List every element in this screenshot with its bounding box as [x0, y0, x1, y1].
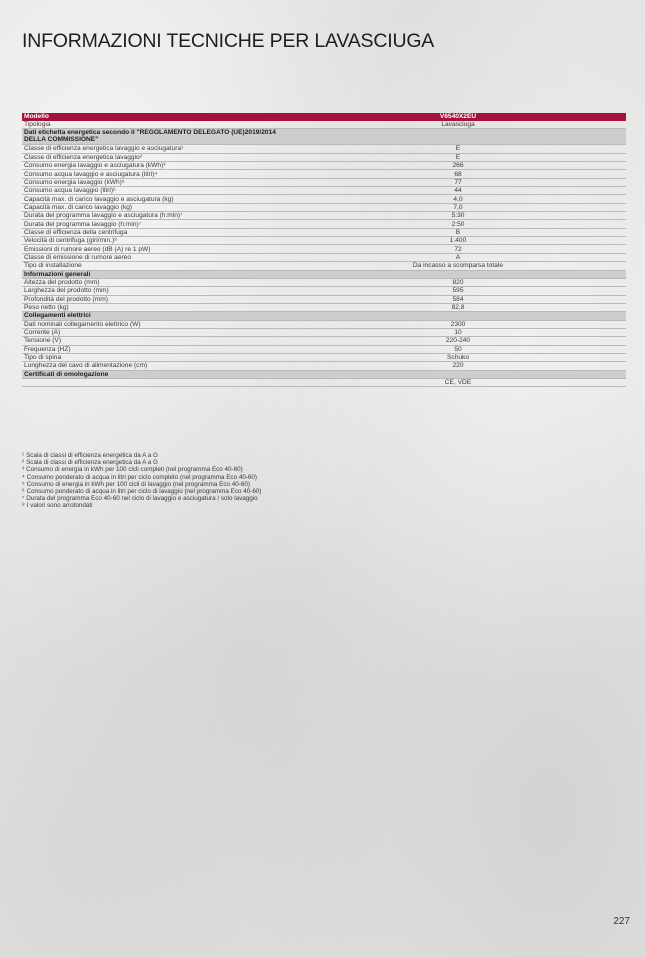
table-row [22, 228, 626, 236]
table-row [22, 320, 626, 328]
table-row [22, 353, 626, 361]
section-certificates [22, 370, 626, 378]
table-row [22, 253, 626, 261]
row-label: Capacità max. di carico lavaggio (kg) [22, 203, 290, 211]
footnote-mark: ² [22, 459, 25, 467]
footnote [22, 495, 382, 502]
row-label: Durata del programma lavaggio (h:min)⁷ [22, 220, 290, 228]
row-value: 7,0 [290, 203, 626, 211]
row-value: 2300 [290, 320, 626, 328]
row-value: Da incasso a scomparsa totale [290, 262, 626, 270]
model-label: Modello [22, 113, 290, 121]
table-row [22, 337, 626, 345]
table-row [22, 178, 626, 186]
row-label: Classe di efficienza energetica lavaggio² [22, 153, 290, 161]
row-value: 10 [290, 328, 626, 336]
row-value: A [290, 253, 626, 261]
footnote [22, 474, 382, 481]
table-row [22, 328, 626, 336]
row-label: Consumo acqua lavaggio e asciugatura (litri)⁴ [22, 170, 290, 178]
footnote-mark: ⁵ [22, 480, 25, 488]
row-label: Corrente (A) [22, 328, 290, 336]
row-label: Larghezza del prodotto (mm) [22, 287, 290, 295]
row-label: Frequenza (HZ) [22, 345, 290, 353]
row-label: Tipologia [22, 121, 290, 129]
section-heading: Collegamenti elettrici [22, 312, 290, 320]
footnotes [22, 452, 382, 510]
table-row [22, 195, 626, 203]
row-label: Lunghezza del cavo di alimentazione (cm) [22, 362, 290, 370]
section-heading: Dati etichetta energetica secondo il "REGOLAMENTO DELEGATO (UE)2019/2014 DELLA COMMISSIONE" [22, 129, 290, 145]
row-label: Classe di efficienza energetica lavaggio e asciugatura¹ [22, 145, 290, 153]
row-value: 4,0 [290, 195, 626, 203]
section-heading: Certificati di omologazione [22, 370, 290, 378]
row-label: Capacità max. di carico lavaggio e asciugatura (kg) [22, 195, 290, 203]
row-value: 77 [290, 178, 626, 186]
table-row [22, 237, 626, 245]
table-row [22, 345, 626, 353]
section-heading: Informazioni generali [22, 270, 290, 278]
row-value: 82,8 [290, 303, 626, 311]
row-value: 266 [290, 162, 626, 170]
table-row [22, 203, 626, 211]
row-value: 820 [290, 278, 626, 286]
row-value: 1.400 [290, 237, 626, 245]
footnote-mark: ⁷ [22, 495, 25, 503]
footnote-text: Durata del programma Eco 40-60 nel ciclo di lavaggio e asciugatura / solo lavaggio [26, 495, 258, 503]
row-value: 44 [290, 187, 626, 195]
model-value: V6540X2EU [290, 113, 626, 121]
footnote-text: Scala di classi di efficienza energetica da A a G [26, 459, 158, 467]
row-label: Peso netto (kg) [22, 303, 290, 311]
row-value: 68 [290, 170, 626, 178]
row-label: Tensione (V) [22, 337, 290, 345]
row-label: Consumo energia lavaggio e asciugatura (kWh)³ [22, 162, 290, 170]
section-electrical [22, 312, 626, 320]
footnote [22, 459, 382, 466]
footnote-mark: ⁴ [22, 473, 25, 481]
footnote [22, 502, 382, 509]
footnote-text: Consumo ponderato di acqua in litri per ciclo di lavaggio (nel programma Eco 40-60) [26, 488, 262, 496]
section-general-info [22, 270, 626, 278]
row-value: B [290, 228, 626, 236]
row-label: Dati nominali collegamento elettrico (W) [22, 320, 290, 328]
row-value: 50 [290, 345, 626, 353]
footnote-text: I valori sono arrotondati [26, 502, 93, 510]
row-value: E [290, 145, 626, 153]
footnote [22, 481, 382, 488]
table-row [22, 362, 626, 370]
table-row [22, 303, 626, 311]
table-row [22, 378, 626, 386]
row-label: Tipo di spina [22, 353, 290, 361]
row-label: Consumo energia lavaggio (kWh)⁵ [22, 178, 290, 186]
row-label: Classe di emissione di rumore aereo [22, 253, 290, 261]
footnote-text: Scala di classi di efficienza energetica da A a G [26, 452, 158, 459]
table-row [22, 278, 626, 286]
row-label: Altezza del prodotto (mm) [22, 278, 290, 286]
footnote [22, 466, 382, 473]
footnote-mark: ⁶ [22, 488, 25, 496]
table-row [22, 220, 626, 228]
footnote [22, 452, 382, 459]
table-row [22, 145, 626, 153]
row-value: E [290, 153, 626, 161]
table-row [22, 295, 626, 303]
row-value: 584 [290, 295, 626, 303]
row-value: 2:50 [290, 220, 626, 228]
row-label: Consumo acqua lavaggio (litri)⁶ [22, 187, 290, 195]
row-value: 220-240 [290, 337, 626, 345]
table-row [22, 287, 626, 295]
row-value: 220 [290, 362, 626, 370]
table-row [22, 187, 626, 195]
row-value: 5:30 [290, 212, 626, 220]
row-label: Velocità di centrifuga (giri/min.)⁸ [22, 237, 290, 245]
spec-table [22, 113, 626, 387]
footnote-text: Consumo di energia in kWh per 100 cicli completi (nel programma Eco 40-60) [26, 466, 243, 474]
row-label: Tipo di installazione [22, 262, 290, 270]
row-label: Emissioni di rumore aereo (dB (A) re 1 pW) [22, 245, 290, 253]
table-row [22, 212, 626, 220]
row-value: Lavasciuga [290, 121, 626, 129]
row-label: Classe di efficienza della centrifuga [22, 228, 290, 236]
row-label: Durata del programma lavaggio e asciugatura (h:min)⁷ [22, 212, 290, 220]
footnote-mark: ⁸ [22, 502, 25, 510]
certificates-value: CE, VDE [290, 378, 626, 386]
row-value: 72 [290, 245, 626, 253]
footnote-text: Consumo ponderato di acqua in litri per ciclo completo (nel programma Eco 40-60) [26, 473, 258, 481]
footnote [22, 488, 382, 495]
footnote-mark: ³ [22, 466, 25, 474]
section-energy-label [22, 129, 626, 145]
row-value: 595 [290, 287, 626, 295]
footnote-mark: ¹ [22, 452, 25, 459]
page-title: INFORMAZIONI TECNICHE PER LAVASCIUGA [22, 30, 435, 52]
table-row [22, 245, 626, 253]
table-row [22, 162, 626, 170]
row-value: Schuko [290, 353, 626, 361]
footnote-text: Consumo di energia in kWh per 100 cicli di lavaggio (nel programma Eco 40-60) [26, 480, 250, 488]
table-row [22, 262, 626, 270]
table-row [22, 170, 626, 178]
table-header-row [22, 113, 626, 121]
table-row [22, 121, 626, 129]
table-row [22, 153, 626, 161]
page-number: 227 [613, 916, 630, 927]
row-label: Profondità del prodotto (mm) [22, 295, 290, 303]
